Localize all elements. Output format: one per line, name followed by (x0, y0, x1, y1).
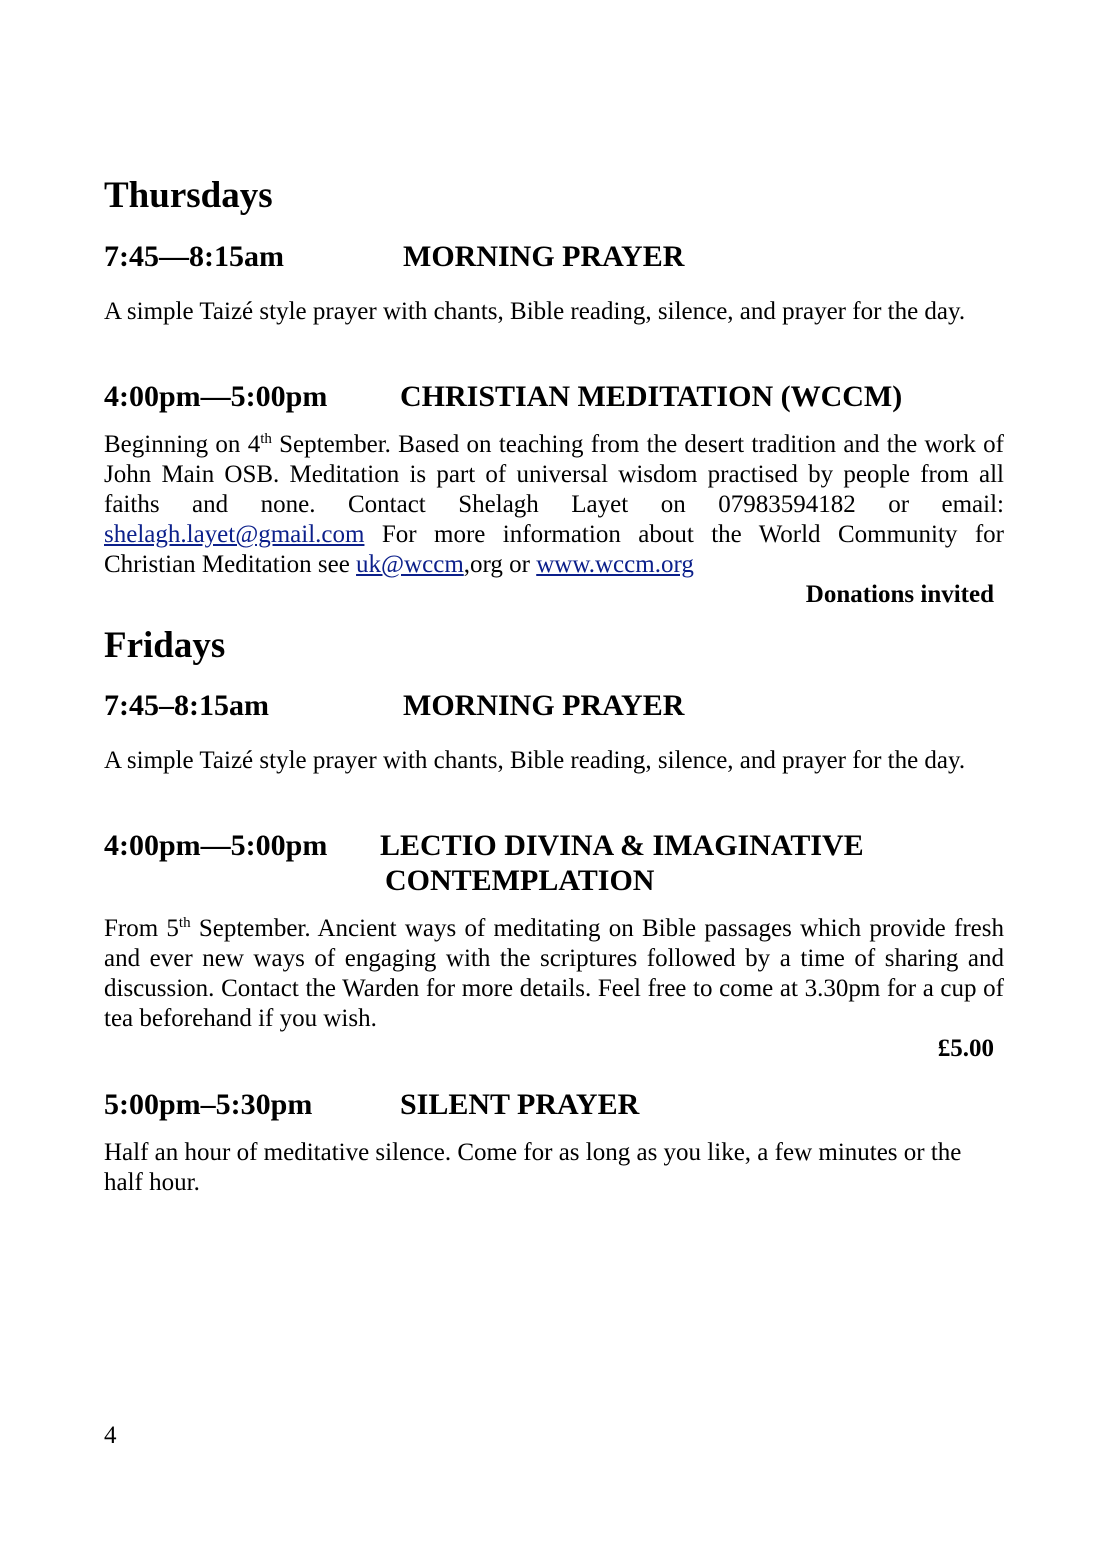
event-time: 7:45–8:15am (104, 689, 269, 722)
price-note: £5.00 (937, 1035, 994, 1062)
thursday-morning-prayer-header (104, 240, 685, 273)
event-title: MORNING PRAYER (403, 689, 685, 722)
event-title: CHRISTIAN MEDITATION (WCCM) (400, 380, 903, 413)
event-title-line1: LECTIO DIVINA & IMAGINATIVE (380, 829, 864, 862)
friday-morning-prayer-description: A simple Taizé style prayer with chants, Bible reading, silence, and prayer for the day. (104, 747, 966, 774)
friday-lectio-description: From 5th September. Ancient ways of meditating on Bible passages which provide fresh and ever new ways of engaging with the scriptures followed by a time of sharing and discussion. Contact the Warden for more details. Feel free to come at 3.30pm for a cup of tea beforehand if you wish. (104, 915, 1004, 1032)
event-time: 4:00pm—5:00pm (104, 380, 328, 413)
event-time: 4:00pm—5:00pm (104, 829, 328, 862)
fridays-heading: Fridays (104, 625, 226, 666)
friday-silent-prayer-header (104, 1088, 640, 1121)
event-title: SILENT PRAYER (400, 1088, 640, 1121)
page-number: 4 (104, 1422, 117, 1449)
friday-silent-prayer-description: Half an hour of meditative silence. Come for as long as you like, a few minutes or the half hour. (104, 1139, 962, 1196)
wccm-website-link[interactable]: www.wccm.org (536, 551, 694, 578)
event-time: 5:00pm–5:30pm (104, 1088, 313, 1121)
event-title-line2: CONTEMPLATION (385, 864, 655, 897)
event-time: 7:45—8:15am (104, 240, 284, 273)
friday-morning-prayer-header (104, 689, 685, 722)
thursdays-heading: Thursdays (104, 175, 273, 216)
email-link[interactable]: shelagh.layet@gmail.com (104, 521, 365, 548)
donations-note: Donations invited (805, 581, 994, 608)
thursday-meditation-header (104, 380, 903, 413)
thursday-meditation-description: Beginning on 4th September. Based on teaching from the desert tradition and the work of John Main OSB. Meditation is part of universal wisdom practised by people from all faiths and none. Contact Shelagh Layet on 07983594182 or email: shelagh.layet@gmail.com For more information about the World Community for Christian Meditation see uk@wccm,org or www.wccm.org (104, 431, 1004, 578)
friday-lectio-header (104, 829, 864, 897)
thursday-morning-prayer-description: A simple Taizé style prayer with chants, Bible reading, silence, and prayer for the day. (104, 298, 966, 325)
event-title: MORNING PRAYER (403, 240, 685, 273)
uk-wccm-link[interactable]: uk@wccm (356, 551, 464, 578)
